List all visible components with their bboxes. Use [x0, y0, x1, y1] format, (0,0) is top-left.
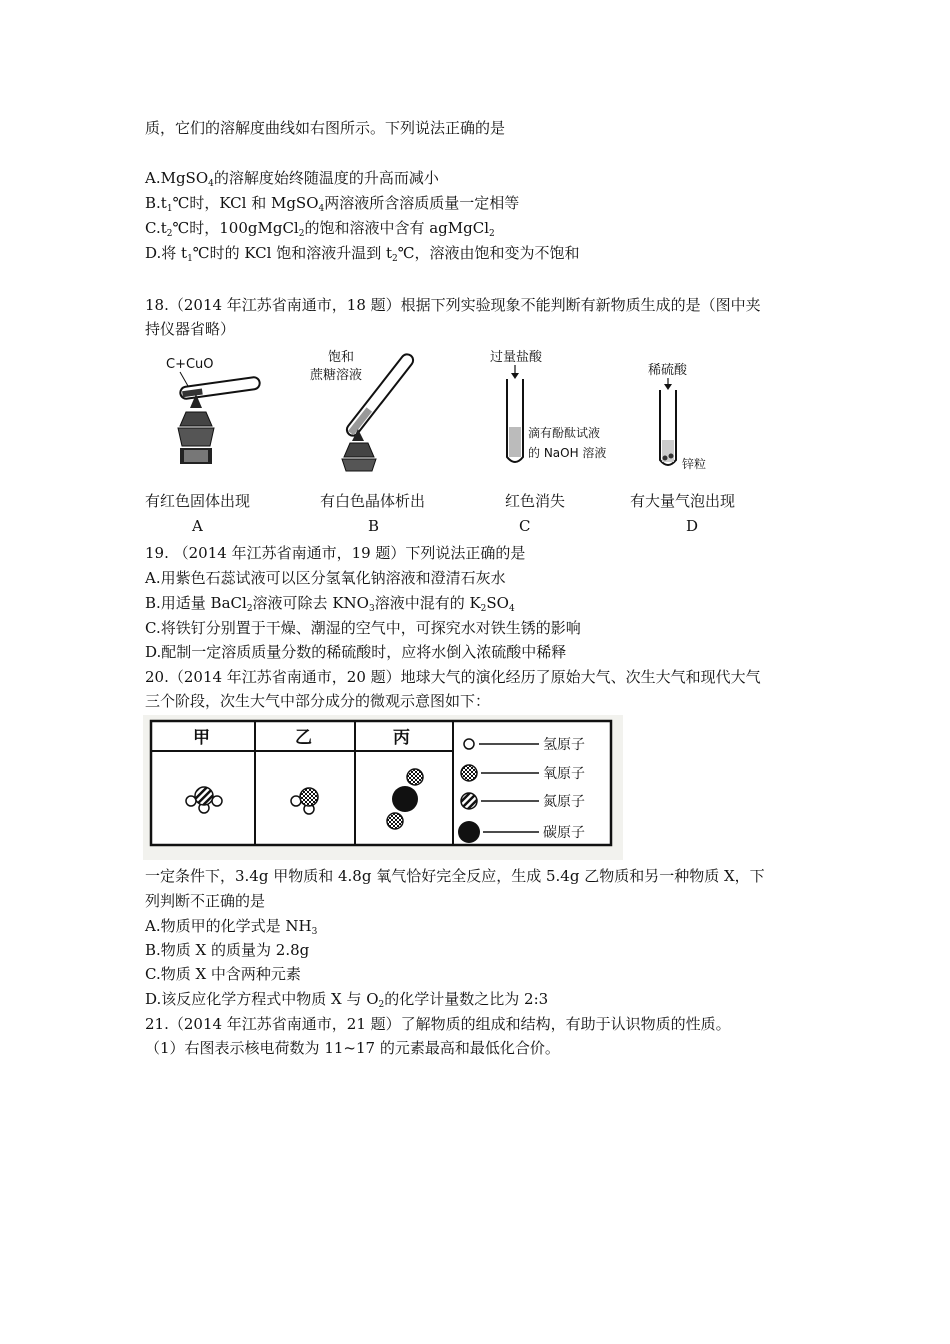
text: 溶液可除去 KNO [252, 594, 369, 612]
subscript: 2 [489, 229, 495, 239]
oxygen-atom-icon [461, 765, 477, 781]
text: ℃时的 KCl 饱和溶液升温到 t [192, 244, 392, 262]
q20-option-a [145, 916, 317, 942]
nitrogen-atom-icon [461, 793, 477, 809]
arrow-head-icon [511, 373, 519, 379]
q20-stem-line1: 20.（2014 年江苏省南通市，20 题）地球大气的演化经历了原始大气、次生大气和现代大气 [145, 668, 761, 686]
figure-c-apparatus [480, 345, 630, 470]
text: 的溶解度始终随温度的升高而减小 [213, 169, 439, 187]
q17-option-a [145, 168, 439, 194]
q18-stem-line1: 18.（2014 年江苏省南通市，18 题）根据下列实验现象不能判断有新物质生成的是（图中夹 [145, 296, 761, 314]
text: D.该反应化学方程式中物质 X 与 O [145, 990, 379, 1008]
subscript: 2 [392, 254, 398, 264]
text: ℃时，KCl 和 MgSO [172, 194, 319, 212]
legend-label: 碳原子 [543, 825, 585, 841]
text: A.物质甲的化学式是 NH [145, 917, 312, 935]
legend-label: 氢原子 [543, 737, 585, 753]
q19-option-c: C.将铁钉分别置于干燥、潮湿的空气中，可探究水对铁生锈的影响 [145, 619, 581, 637]
q17-option-d [145, 243, 580, 269]
q20-stem-line2: 三个阶段，次生大气中部分成分的微观示意图如下： [145, 692, 491, 710]
q20-body-line1: 一定条件下，3.4g 甲物质和 4.8g 氧气恰好完全反应，生成 5.4g 乙物质和另一种物质 X，下 [145, 867, 765, 885]
alcohol-lamp-icon [178, 394, 214, 464]
figure-b-caption: 有白色晶体析出 [320, 492, 426, 510]
header-bing: 丙 [393, 728, 410, 748]
q17-option-c [145, 218, 495, 244]
evaporating-tube [344, 352, 415, 438]
q20-option-b: B.物质 X 的质量为 2.8g [145, 941, 310, 959]
carbon-atom-icon [458, 821, 480, 843]
subscript: 3 [311, 927, 318, 937]
subscript: 3 [368, 604, 375, 614]
alcohol-lamp-icon [342, 429, 376, 471]
molecule-diagram [143, 715, 623, 860]
figure-b-label-1: 饱和 [328, 350, 355, 365]
figure-d-letter: D [686, 517, 699, 535]
text: B.t [145, 194, 167, 212]
arrow-head-icon [664, 384, 672, 390]
figure-b-apparatus [300, 345, 430, 475]
subscript: 2 [298, 229, 305, 239]
text: ℃时，100gMgCl [172, 219, 299, 237]
subscript: 4 [318, 204, 325, 214]
zinc-granule [669, 454, 674, 459]
figure-c-top-label: 过量盐酸 [490, 350, 543, 365]
text: B.用适量 BaCl [145, 594, 247, 612]
figure-b-label-2: 蔗糖溶液 [310, 368, 363, 383]
figure-a-apparatus [150, 350, 270, 480]
subscript: 2 [246, 604, 253, 614]
text: SO [486, 594, 509, 612]
q21-stem: 21.（2014 年江苏省南通市，21 题）了解物质的组成和结构，有助于认识物质的性质。 [145, 1015, 731, 1033]
q19-option-a: A.用紫色石蕊试液可以区分氢氧化钠溶液和澄清石灰水 [145, 569, 506, 587]
subscript: 2 [378, 1000, 385, 1010]
q19-stem: 19. （2014 年江苏省南通市，19 题）下列说法正确的是 [145, 544, 526, 562]
q20-body-line2: 列判断不正确的是 [145, 892, 266, 910]
figure-c-caption: 红色消失 [505, 492, 566, 510]
q20-option-d [145, 989, 548, 1015]
figure-a-letter: A [192, 517, 203, 535]
q17-option-b [145, 193, 519, 219]
text: 两溶液所含溶质质量一定相等 [324, 194, 520, 212]
figure-c-side-label-1: 滴有酚酞试液 [528, 426, 601, 440]
q20-option-c: C.物质 X 中含两种元素 [145, 965, 301, 983]
text: 的饱和溶液中含有 agMgCl [304, 219, 490, 237]
figure-d-apparatus [640, 360, 740, 475]
subscript: 1 [166, 204, 173, 214]
solution-liquid [509, 427, 521, 457]
table-frame [151, 721, 611, 845]
figure-d-side-label: 锌粒 [682, 457, 707, 471]
label-arrow [180, 372, 188, 386]
figure-d-top-label: 稀硫酸 [648, 363, 688, 378]
text: 溶液中混有的 K [374, 594, 481, 612]
q19-option-d: D.配制一定溶质质量分数的稀硫酸时，应将水倒入浓硫酸中稀释 [145, 643, 567, 661]
figure-d-caption: 有大量气泡出现 [630, 492, 736, 510]
q19-option-b [145, 593, 515, 619]
figure-c-side-label-2: 的 NaOH 溶液 [528, 446, 607, 460]
q17-stem-continuation: 质，它们的溶解度曲线如右图所示。下列说法正确的是 [145, 119, 506, 137]
q21-sub1: （1）右图表示核电荷数为 11~17 的元素最高和最低化合价。 [145, 1039, 560, 1057]
subscript: 2 [166, 229, 173, 239]
figure-c-letter: C [519, 517, 531, 535]
subscript: 1 [187, 254, 193, 264]
horizontal-test-tube [180, 376, 261, 399]
figure-b-letter: B [368, 517, 380, 535]
hydrogen-atom-icon [464, 739, 474, 749]
figure-a-label: C+CuO [166, 357, 214, 372]
text: C.t [145, 219, 167, 237]
subscript: 4 [508, 604, 515, 614]
zinc-granule [663, 456, 668, 461]
text: ℃，溶液由饱和变为不饱和 [397, 244, 580, 262]
subscript: 2 [480, 604, 487, 614]
q18-stem-line2: 持仪器省略） [145, 320, 236, 338]
legend-label: 氧原子 [543, 766, 585, 782]
header-yi: 乙 [295, 728, 312, 748]
header-jia: 甲 [193, 728, 210, 748]
text: D.将 t [145, 244, 188, 262]
figure-a-caption: 有红色固体出现 [145, 492, 251, 510]
text: 的化学计量数之比为 2:3 [384, 990, 549, 1008]
text: A.MgSO [145, 169, 209, 187]
legend-label: 氮原子 [543, 794, 585, 810]
subscript: 4 [208, 179, 214, 189]
